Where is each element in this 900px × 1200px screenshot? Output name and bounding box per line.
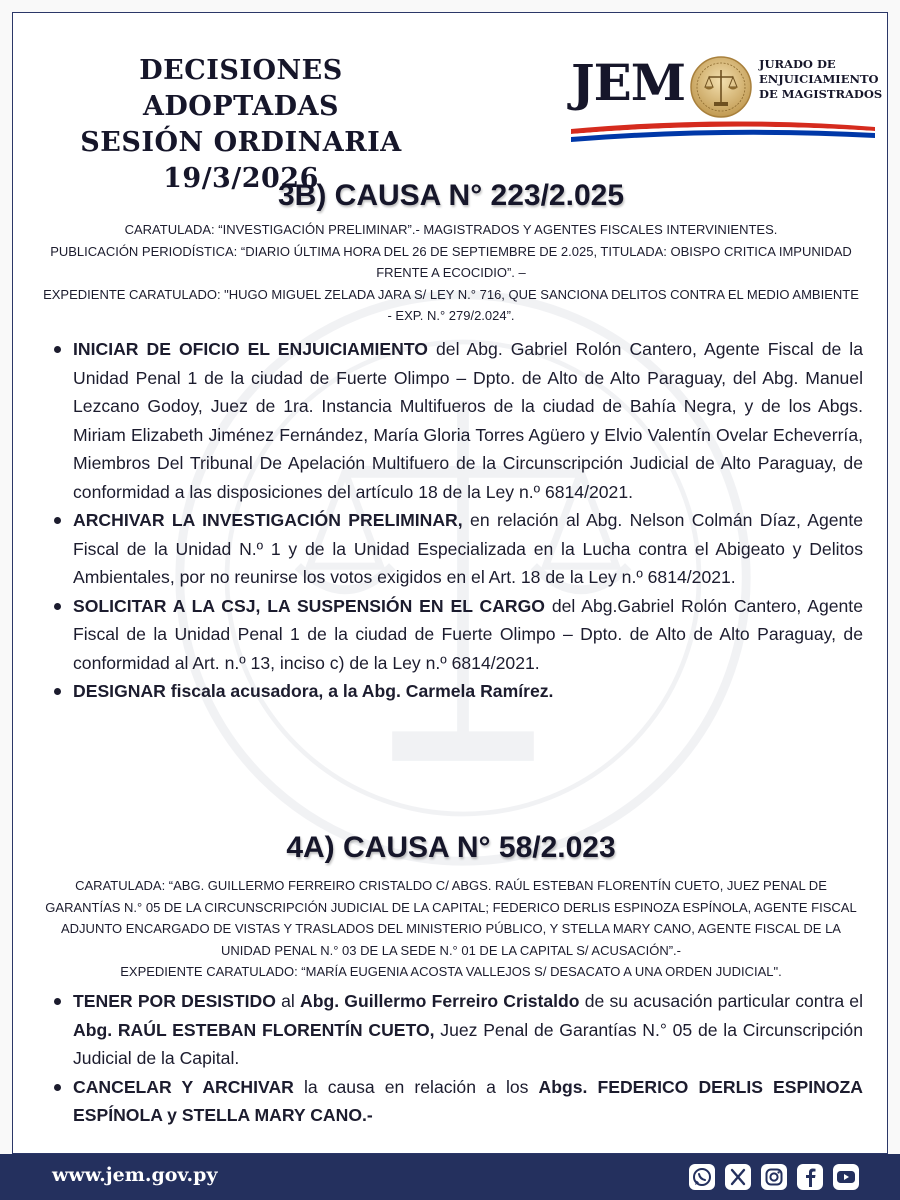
section-title-causa-58: 4A) CAUSA N° 58/2.023 [286, 831, 616, 864]
footer-bar [0, 1154, 900, 1200]
title-line-2: SESIÓN ORDINARIA [80, 127, 402, 158]
list-item [73, 592, 863, 678]
decision-party: Abgs. FEDERICO DERLIS ESPINOZA ESPÍNOLA y STELLA MARY CANO.- [73, 1076, 863, 1125]
bullet [54, 517, 61, 524]
caption-line: PUBLICACIÓN PERIODÍSTICA: “DIARIO ÚLTIMA HORA DEL 26 DE SEPTIEMBRE DE 2.025, TITULADA: OBISPO CRITICA IMPUNIDAD FRENTE A ECOCIDIO”. – [50, 243, 852, 280]
decision-verb: INICIAR DE OFICIO EL ENJUICIAMIENTO [73, 339, 428, 359]
social-links [688, 1163, 860, 1191]
title-line-1: DECISIONES ADOPTADAS [139, 55, 343, 122]
decision-verb: ARCHIVAR LA INVESTIGACIÓN PRELIMINAR, [73, 510, 463, 530]
flag-swoosh-icon [571, 119, 875, 143]
decision-text: al [275, 991, 301, 1011]
logo-name-line-2: ENJUICIAMIENTO [759, 72, 879, 86]
section-caption-causa-58 [43, 875, 859, 983]
facebook-icon[interactable] [796, 1163, 824, 1191]
list-item [73, 335, 863, 506]
caption-line: EXPEDIENTE CARATULADO: “MARÍA EUGENIA ACOSTA VALLEJOS S/ DESACATO A UNA ORDEN JUDICIAL". [120, 964, 782, 979]
bullet [54, 603, 61, 610]
list-item [73, 677, 863, 706]
decision-verb: CANCELAR Y ARCHIVAR [73, 1076, 294, 1097]
instagram-icon[interactable] [760, 1163, 788, 1191]
list-item [73, 506, 863, 592]
title-line-3: 19/3/2026 [163, 163, 319, 194]
logo-acronym: JEM [571, 53, 686, 112]
decision-text: de su acusación particular contra el [579, 991, 863, 1011]
decision-verb: DESIGNAR fiscala acusadora, a la Abg. Carmela Ramírez. [73, 681, 554, 701]
section-caption-causa-223 [43, 219, 859, 327]
bullet [54, 346, 61, 353]
decision-verb: TENER POR DESISTIDO [73, 991, 276, 1011]
caption-line: CARATULADA: “INVESTIGACIÓN PRELIMINAR”.- MAGISTRADOS Y AGENTES FISCALES INTERVINIENTES. [124, 222, 778, 237]
decisions-list-causa-58 [73, 987, 863, 1130]
content-frame [12, 12, 888, 1154]
whatsapp-icon[interactable] [688, 1163, 716, 1191]
decision-text: en relación al Abg. Nelson Colmán Díaz, Agente Fiscal de la Unidad N.º 1 y de la Unidad Especializada en la Lucha contra el Abigeato y Delitos Ambientales, por no reunirse los votos exigidos en el Art. 18 de la Ley n.º 6814/2021. [73, 510, 864, 587]
decision-party: Abg. Guillermo Ferreiro Cristaldo [300, 991, 580, 1011]
list-item [73, 1073, 863, 1130]
youtube-icon[interactable] [832, 1163, 860, 1191]
bullet [54, 1084, 61, 1091]
section-title-causa-223: 3B) CAUSA N° 223/2.025 [277, 179, 625, 212]
website-link[interactable]: www.jem.gov.py [52, 1164, 218, 1186]
decisions-list-causa-223 [73, 335, 863, 706]
decision-text: Juez Penal de Garantías N.° 05 de la Circunscripción Judicial de la Capital. [73, 1019, 863, 1068]
decision-text: del Abg.Gabriel Rolón Cantero, Agente Fiscal de la Unidad Penal 1 de la ciudad de Fuerte Olimpo – Dpto. de Alto de Alto Paraguay, de conformidad al Art. n.º 13, inciso c) de la Ley n.º 6814/2021. [73, 595, 863, 673]
scales-of-justice-icon [689, 55, 753, 119]
bullet [54, 688, 61, 695]
caption-line: EXPEDIENTE CARATULADO: "HUGO MIGUEL ZELADA JARA S/ LEY N.° 716, QUE SANCIONA DELITOS CONTRA EL MEDIO AMBIENTE - EXP. N.° 279/2.024”. [43, 286, 859, 323]
decision-text: del Abg. Gabriel Rolón Cantero, Agente Fiscal de la Unidad Penal 1 de la ciudad de Fuerte Olimpo – Dpto. de Alto de Alto Paraguay, del Abg. Manuel Lezcano Godoy, Juez de 1ra. Instancia Multifueros de la ciudad de Bahía Negra, y de los Abgs. Miriam Elizabeth Jiménez Fernández, María Gloria Torres Agüero y Elvio Valentín Ovelar Echeverría, Miembros Del Tribunal De Apelación Multifuero de la Circunscripción Judicial de Alto Paraguay, de conformidad a las disposiciones del artículo 18 de la Ley n.º 6814/2021. [73, 339, 863, 502]
logo-institution-name [759, 57, 888, 102]
x-icon[interactable] [724, 1163, 752, 1191]
jem-logo [565, 47, 885, 147]
logo-name-line-1: JURADO DE [759, 57, 836, 71]
page-title [41, 53, 441, 197]
decision-party: Abg. RAÚL ESTEBAN FLORENTÍN CUETO, [73, 1019, 435, 1040]
decision-text: la causa en relación a los [293, 1076, 539, 1097]
list-item [73, 987, 863, 1073]
caption-line: CARATULADA: “ABG. GUILLERMO FERREIRO CRISTALDO C/ ABGS. RAÚL ESTEBAN FLORENTÍN CUETO, JUEZ PENAL DE GARANTÍAS N.° 05 DE LA CIRCUNSCRIPCIÓN JUDICIAL DE LA CAPITAL; FEDERICO DERLIS ESPINOZA ESPÍNOLA, AGENTE FISCAL ADJUNTO ENCARGADO DE VISTAS Y TRASLADOS DEL MINISTERIO PÚBLICO, Y STELLA MARY CANO, AGENTE FISCAL DE LA UNIDAD PENAL N.° 03 DE LA SEDE N.° 01 DE LA CAPITAL S/ ACUSACIÓN”.- [45, 878, 857, 958]
logo-name-line-3: DE MAGISTRADOS [759, 87, 883, 101]
decision-verb: SOLICITAR A LA CSJ, LA SUSPENSIÓN EN EL CARGO [73, 595, 545, 616]
bullet [54, 998, 61, 1005]
